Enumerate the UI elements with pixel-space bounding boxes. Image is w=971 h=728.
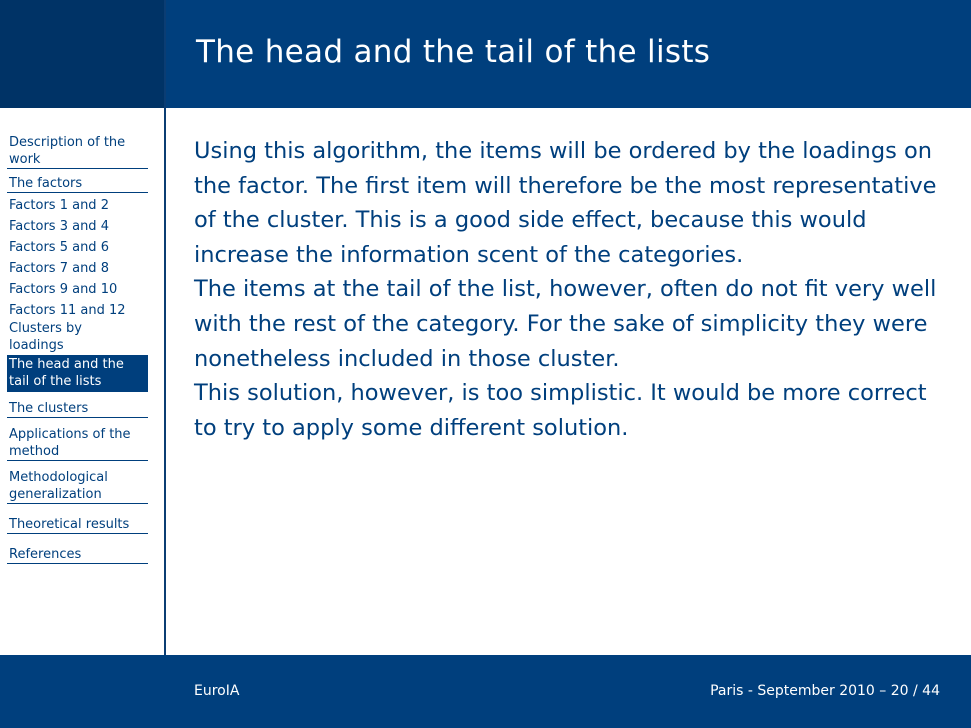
sidebar-item-references[interactable]: References [7, 546, 148, 564]
sidebar-item-factors-5-6[interactable]: Factors 5 and 6 [9, 240, 109, 255]
sidebar-item-clusters-by-loadings[interactable]: Clusters by loadings [9, 321, 82, 353]
sidebar-item-factors-1-2[interactable]: Factors 1 and 2 [9, 198, 109, 213]
footer-page-info: Paris - September 2010 – 20 / 44 [710, 683, 940, 699]
slide-body [194, 134, 954, 445]
sidebar-item-clusters[interactable]: The clusters [7, 400, 148, 418]
page-title: The head and the tail of the lists [196, 34, 711, 70]
sidebar-item-description[interactable]: Description of the work [7, 134, 148, 169]
paragraph-2: The items at the tail of the list, however, often do not fit very well with the rest of the category. For the sake of simplicity they were nonetheless included in those cluster. [194, 276, 937, 372]
sidebar-item-theoretical[interactable]: Theoretical results [7, 516, 148, 534]
sidebar-item-factors-11-12[interactable]: Factors 11 and 12 [9, 303, 126, 318]
sidebar-item-factors-3-4[interactable]: Factors 3 and 4 [9, 219, 109, 234]
slide-header [166, 0, 971, 108]
sidebar-item-applications[interactable]: Applications of the method [7, 426, 148, 461]
sidebar [0, 108, 164, 655]
sidebar-item-factors[interactable]: The factors [7, 175, 148, 193]
sidebar-item-methodological[interactable]: Methodological generalization [7, 469, 148, 504]
paragraph-3: This solution, however, is too simplistic. It would be more correct to try to apply some different solution. [194, 380, 927, 441]
footer-event: EuroIA [194, 683, 240, 699]
sidebar-divider [164, 0, 166, 655]
slide-footer [0, 655, 971, 728]
sidebar-item-factors-7-8[interactable]: Factors 7 and 8 [9, 261, 109, 276]
sidebar-item-head-tail[interactable]: The head and the tail of the lists [7, 355, 148, 392]
header-corner [0, 0, 164, 108]
paragraph-1: Using this algorithm, the items will be ordered by the loadings on the factor. The first item will therefore be the most representative of the cluster. This is a good side effect, because this would increase the information scent of the categories. [194, 138, 937, 268]
sidebar-nav [7, 134, 148, 570]
sidebar-item-factors-9-10[interactable]: Factors 9 and 10 [9, 282, 118, 297]
